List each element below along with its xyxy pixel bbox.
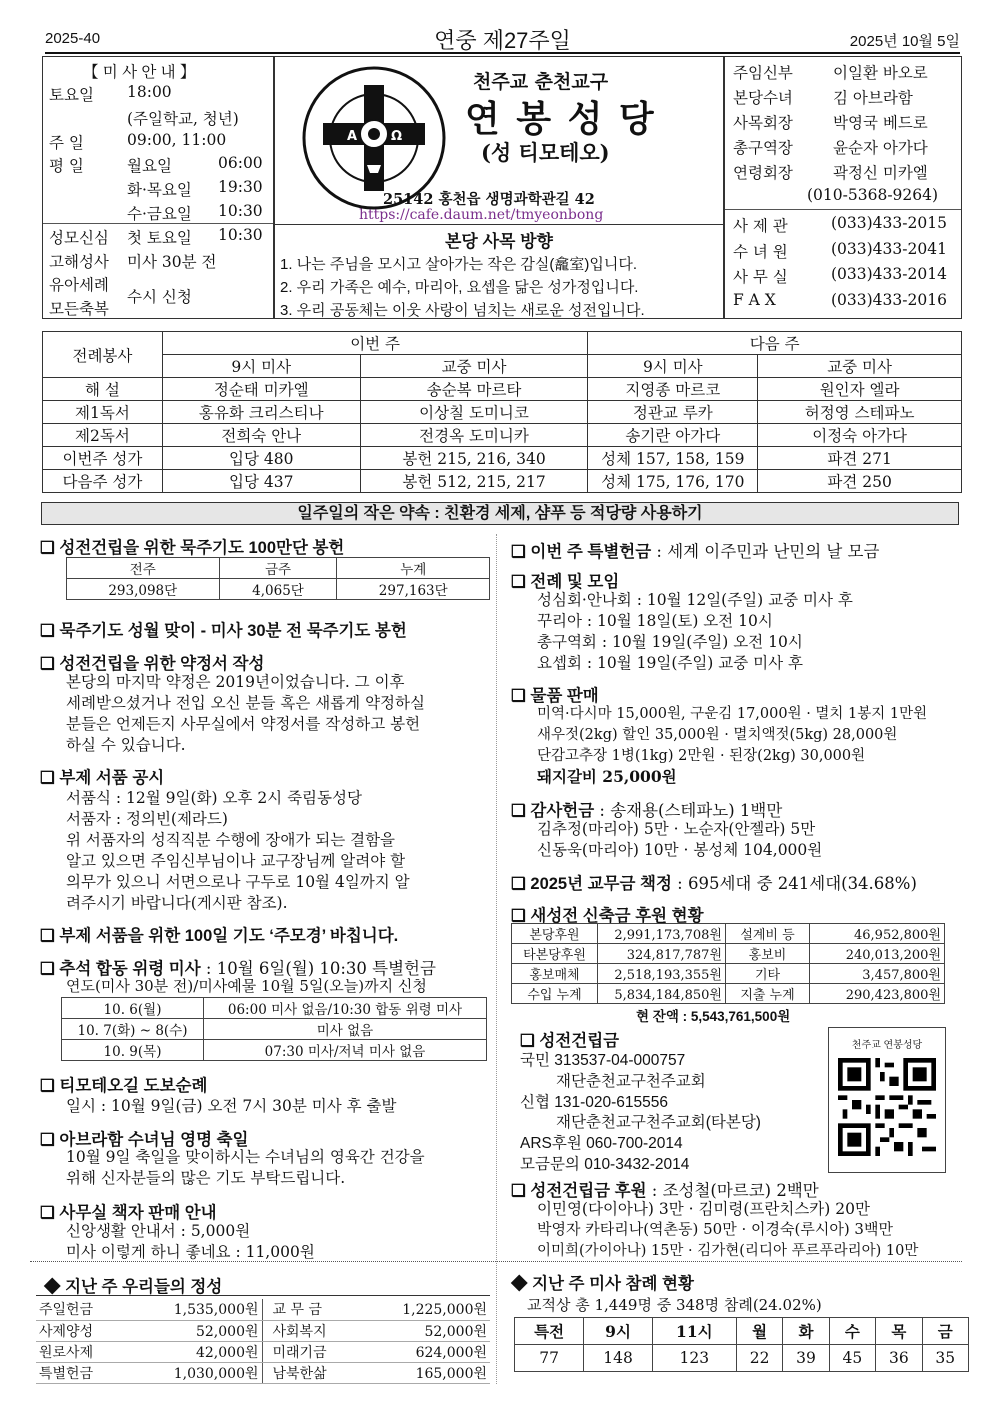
- mass-time: 06:00: [218, 154, 263, 172]
- mass-label: 고해성사: [49, 253, 109, 271]
- section-title: ❑ 묵주기도 성월 맞이 - 미사 30분 전 묵주기도 봉헌: [40, 622, 407, 640]
- contact-phone: (033)433-2014: [831, 265, 947, 283]
- contact-role: 수 녀 원: [733, 243, 788, 261]
- section-title: ❑ 성전건립을 위한 묵주기도 100만단 봉헌: [40, 539, 345, 557]
- chuseok-table: [61, 997, 487, 1061]
- col-header: 9시 미사: [162, 355, 360, 378]
- cell: 4,065단: [219, 579, 337, 600]
- body-line: 요셉회 : 10월 19일(주일) 교중 미사 후: [537, 654, 804, 672]
- mass-time: 19:30: [218, 178, 263, 196]
- section-title: ◆ 지난 주 미사 참례 현황: [511, 1275, 694, 1293]
- cell: 22: [736, 1345, 782, 1372]
- direction-item: 1. 나는 주님을 모시고 살아가는 작은 감실(龕室)입니다.: [280, 256, 637, 273]
- cell: 293,098단: [67, 579, 220, 600]
- checkbox-icon: ❑: [511, 802, 531, 820]
- body-line: 의무가 있으니 서면으로나 구두로 10월 4일까지 알: [66, 873, 410, 891]
- diamond-icon: ◆: [44, 1278, 66, 1296]
- body-line: 단감고추장 1병(1kg) 2만원 · 된장(2kg) 30,000원: [537, 748, 866, 764]
- cell: 123: [652, 1345, 736, 1372]
- cell: 45: [829, 1345, 875, 1372]
- top-bar: [45, 24, 960, 54]
- checkbox-icon: ❑: [40, 622, 60, 640]
- table-row: 타본당후원 324,817,787원 홍보비 240,013,200원: [512, 944, 945, 964]
- section-title: ❑ 부제 서품 공시: [40, 769, 165, 787]
- cell: 입당 437: [162, 470, 360, 493]
- body-line: 위해 신자분들의 많은 기도 부탁드립니다.: [66, 1169, 346, 1187]
- body-line: 알고 있으면 주임신부님이나 교구장님께 알려야 할: [66, 852, 406, 870]
- mass-note: (주일학교, 청년): [127, 110, 239, 128]
- col-header: 교중 미사: [360, 355, 588, 378]
- checkbox-icon: ❑: [511, 875, 531, 893]
- cell: 홍유화 크리스티나: [162, 401, 360, 424]
- body-line: 서품자 : 정의빈(제라드): [66, 810, 228, 828]
- contact-name: 곽정신 미카엘: [833, 164, 928, 182]
- section-title: ❑ 사무실 책자 판매 안내: [40, 1204, 217, 1222]
- checkbox-icon: ❑: [40, 655, 60, 673]
- account-line: 재단춘천교구천주교회: [556, 1073, 706, 1090]
- body-line: 돼지갈비 25,000원: [537, 767, 677, 786]
- body-line: 세례받으셨거나 전입 오신 분들 혹은 새롭게 약정하실: [66, 694, 425, 712]
- mass-label: 성모신심: [49, 229, 109, 247]
- section-title: ❑ 추석 합동 위령 미사 : 10월 6일(월) 10:30 특별헌금: [40, 959, 436, 978]
- section-title: ❑ 성전건립을 위한 약정서 작성: [40, 655, 265, 673]
- section-title: ❑ 티모테오길 도보순례: [40, 1077, 208, 1095]
- contact-role: 사 제 관: [733, 217, 788, 235]
- body-line: 일시 : 10월 9일(금) 오전 7시 30분 미사 후 출발: [66, 1097, 397, 1115]
- body-line: 서품식 : 12월 9일(화) 오후 2시 죽림동성당: [66, 789, 362, 807]
- body-line: 미사 이렇게 하니 좋네요 : 11,000원: [66, 1243, 315, 1261]
- col-header: 특전: [515, 1318, 584, 1345]
- next-week-header: 다음 주: [588, 332, 962, 355]
- checkbox-icon: ❑: [40, 769, 60, 787]
- cell: 파견 271: [758, 447, 962, 470]
- body-line: 김추정(마리아) 5만 · 노순자(안젤라) 5만: [537, 820, 816, 838]
- diamond-icon: ◆: [511, 1275, 533, 1293]
- account-line: 신협 131-020-615556: [520, 1094, 669, 1111]
- section-title: ◆ 지난 주 우리들의 정성: [44, 1278, 223, 1296]
- qr-code-box: [828, 1027, 946, 1173]
- cell: 정관교 루카: [588, 401, 758, 424]
- church-address: 25142 홍천읍 생명과학관길 42: [383, 191, 595, 208]
- contact-role: 사 무 실: [733, 268, 788, 286]
- table-row: 특별헌금 1,030,000원 남북한삶 165,000원: [36, 1362, 490, 1383]
- cell: 미사 없음: [204, 1019, 487, 1040]
- direction-item: 2. 우리 가족은 예수, 마리아, 요셉을 닮은 성가정입니다.: [280, 279, 639, 296]
- issue-number: 2025-40: [45, 30, 101, 47]
- row-label: 제1독서: [43, 401, 163, 424]
- body-line: 이민영(다이아나) 3만 · 김미령(프란치스카) 20만: [537, 1200, 870, 1218]
- mass-schedule: [42, 56, 274, 319]
- table-row: [43, 424, 962, 447]
- section-title: ❑ 아브라함 수녀님 영명 축일: [40, 1131, 249, 1149]
- section-title: ❑ 전례 및 모임: [511, 573, 620, 591]
- col-header: 누계: [337, 558, 490, 579]
- church-name: 연 봉 성 당: [465, 98, 656, 140]
- checkbox-icon: ❑: [40, 960, 60, 978]
- contact-role: 연령회장: [733, 164, 793, 182]
- cell: 10. 7(화) ~ 8(수): [62, 1019, 204, 1040]
- cell: 297,163단: [337, 579, 490, 600]
- checkbox-icon: ❑: [40, 927, 60, 945]
- mass-label: 유아세례: [49, 276, 109, 294]
- mass-day: 첫 토요일: [127, 229, 192, 247]
- mass-label: 주 일: [49, 134, 84, 152]
- col-header: 9시 미사: [588, 355, 758, 378]
- cell: 성체 157, 158, 159: [588, 447, 758, 470]
- checkbox-icon: ❑: [511, 543, 531, 561]
- row-label: 다음주 성가: [43, 470, 163, 493]
- mass-day: 월요일: [127, 157, 172, 175]
- cell: 정순태 미카엘: [162, 378, 360, 401]
- table-row: 사제양성 52,000원 사회복지 52,000원: [36, 1320, 490, 1341]
- mass-day: 화·목요일: [127, 181, 192, 199]
- body-line: 성심회·안나회 : 10월 12일(주일) 교중 미사 후: [537, 591, 853, 609]
- mass-label: 모든축복: [49, 300, 109, 318]
- direction-title: 본당 사목 방향: [445, 232, 553, 251]
- table-row: [43, 401, 962, 424]
- table-row: [43, 378, 962, 401]
- body-line: 이미희(가이아나) 15만 · 김가현(리디아 푸르푸라리아) 10만: [537, 1243, 919, 1259]
- checkbox-icon: ❑: [520, 1032, 540, 1050]
- col-header: 목: [876, 1318, 922, 1345]
- mass-time: 10:30: [218, 202, 263, 220]
- row-label: 해 설: [43, 378, 163, 401]
- section-title: ❑ 성전건립금: [520, 1032, 620, 1050]
- cell: 원인자 엘라: [758, 378, 962, 401]
- mass-time: 10:30: [218, 226, 263, 244]
- cell: 허정영 스테파노: [758, 401, 962, 424]
- body-line: 려주시기 바랍니다(게시판 참조).: [66, 894, 288, 912]
- cell: 06:00 미사 없음/10:30 합동 위령 미사: [204, 998, 487, 1019]
- weekly-promise: 일주일의 작은 약속 : 친환경 세제, 샴푸 등 적당량 사용하기: [41, 502, 959, 525]
- cell: 이정숙 아가다: [758, 424, 962, 447]
- contact-phone: (010-5368-9264): [807, 186, 939, 204]
- body-line: 신동욱(마리아) 10만 · 봉성체 104,000원: [537, 841, 823, 859]
- checkbox-icon: ❑: [511, 907, 531, 925]
- contact-role: 주임신부: [733, 64, 793, 82]
- contact-name: 박영국 베드로: [833, 114, 928, 132]
- cell: 35: [922, 1345, 968, 1372]
- col-header: 전주: [67, 558, 220, 579]
- mass-time: 미사 30분 전: [127, 253, 217, 271]
- cell: 입당 480: [162, 447, 360, 470]
- account-line: 재단춘천교구천주교회(타본당): [556, 1114, 761, 1131]
- issue-date: 2025년 10월 5일: [849, 33, 960, 50]
- body-line: 분들은 언제든지 사무실에서 약정서를 작성하고 봉헌: [66, 715, 421, 733]
- cell: 봉헌 512, 215, 217: [360, 470, 588, 493]
- mass-time: 09:00, 11:00: [127, 131, 227, 149]
- col-header: 9시: [584, 1318, 653, 1345]
- cell: 07:30 미사/저녁 미사 없음: [204, 1040, 487, 1061]
- section-title: ❑ 성전건립금 후원 : 조성철(마르코) 2백만: [511, 1181, 819, 1200]
- section-title: ❑ 부제 서품을 위한 100일 기도 ‘주모경’ 바칩니다.: [40, 927, 399, 945]
- rosary-table: [66, 557, 490, 600]
- account-line: 모금문의 010-3432-2014: [520, 1156, 690, 1173]
- cell: 전희숙 안나: [162, 424, 360, 447]
- cell: 지영종 마르코: [588, 378, 758, 401]
- body-line: 본당의 마지막 약정은 2019년이었습니다. 그 이후: [66, 673, 405, 691]
- this-week-header: 이번 주: [162, 332, 588, 355]
- contact-name: 이일환 바오로: [833, 64, 928, 82]
- section-title: ❑ 이번 주 특별헌금 : 세계 이주민과 난민의 날 모금: [511, 542, 880, 561]
- section-title: ❑ 물품 판매: [511, 687, 599, 705]
- account-line: 국민 313537-04-000757: [520, 1052, 686, 1069]
- cell: 36: [876, 1345, 922, 1372]
- contact-name: 윤순자 아가다: [833, 139, 928, 157]
- checkbox-icon: ❑: [40, 1131, 60, 1149]
- mass-label: 토요일: [49, 86, 94, 104]
- body-line: 꾸리아 : 10월 18일(토) 오전 10시: [537, 612, 773, 630]
- contact-phone: (033)433-2041: [831, 240, 947, 258]
- diocese-name: 천주교 춘천교구: [473, 71, 609, 93]
- contact-name: 김 아브라함: [833, 89, 913, 107]
- attendance-summary: 교적상 총 1,449명 중 348명 참례(24.02%): [527, 1296, 822, 1314]
- account-line: ARS후원 060-700-2014: [520, 1135, 683, 1152]
- body-line: 위 서품자의 성직직분 수행에 장애가 되는 결함을: [66, 831, 396, 849]
- church-header: [274, 56, 724, 319]
- body-line: 새우젓(2kg) 할인 35,000원 · 멸치액젓(5kg) 28,000원: [537, 727, 898, 743]
- table-row: [43, 470, 962, 493]
- qr-code-icon[interactable]: [838, 1058, 936, 1156]
- contact-role: 총구역장: [733, 139, 793, 157]
- body-line: 하실 수 있습니다.: [66, 736, 186, 754]
- row-label: 이번주 성가: [43, 447, 163, 470]
- cell: 39: [783, 1345, 829, 1372]
- svg-text:A: A: [347, 129, 358, 144]
- cell: 10. 9(목): [62, 1040, 204, 1061]
- offering-table: [36, 1299, 490, 1384]
- cell: 10. 6(월): [62, 998, 204, 1019]
- table-row: [43, 447, 962, 470]
- cell: 이상칠 도미니코: [360, 401, 588, 424]
- mass-day: 수·금요일: [127, 205, 192, 223]
- checkbox-icon: ❑: [40, 539, 60, 557]
- cell: 송순복 마르타: [360, 378, 588, 401]
- col-header: 화: [783, 1318, 829, 1345]
- church-url[interactable]: https://cafe.daum.net/tmyeonbong: [359, 207, 604, 223]
- table-row: 본당후원 2,991,173,708원 설계비 등 46,952,800원: [512, 924, 945, 944]
- body-line: 미역·다시마 15,000원, 구운김 17,000원 · 멸치 1봉지 1만원: [537, 706, 928, 722]
- checkbox-icon: ❑: [511, 687, 531, 705]
- contact-role: 사목회장: [733, 114, 793, 132]
- column-divider: [496, 534, 497, 1384]
- contact-role: 본당수녀: [733, 89, 793, 107]
- page-title: 연중 제27주일: [434, 28, 571, 53]
- cell: 파견 250: [758, 470, 962, 493]
- liturgy-label: 전례봉사: [43, 332, 163, 378]
- mass-note: 수시 신청: [127, 288, 192, 306]
- row-label: 제2독서: [43, 424, 163, 447]
- section-title: ❑ 새성전 신축금 후원 현황: [511, 907, 704, 925]
- fund-balance: 현 잔액 : 5,543,761,500원: [636, 1009, 791, 1024]
- svg-text:Ω: Ω: [391, 129, 403, 144]
- table-row: 주일헌금 1,535,000원 교 무 금 1,225,000원: [36, 1299, 490, 1320]
- checkbox-icon: ❑: [511, 573, 531, 591]
- body-line: 박영자 카타리나(역촌동) 50만 · 이경숙(루시아) 3백만: [537, 1220, 893, 1238]
- contact-phone: (033)433-2015: [831, 214, 947, 232]
- mass-time: 18:00: [127, 83, 172, 101]
- col-header: 교중 미사: [758, 355, 962, 378]
- direction-item: 3. 우리 공동체는 이웃 사랑이 넘치는 새로운 성전입니다.: [280, 302, 645, 319]
- building-fund-table: [511, 923, 945, 1004]
- checkbox-icon: ❑: [40, 1204, 60, 1222]
- col-header: 금: [922, 1318, 968, 1345]
- body-line: 10월 9일 축일을 맞이하시는 수녀님의 영육간 건강을: [66, 1148, 425, 1166]
- col-header: 월: [736, 1318, 782, 1345]
- qr-label: 천주교 연봉성당: [851, 1040, 923, 1051]
- cell: 77: [515, 1345, 584, 1372]
- section-title: ❑ 2025년 교무금 책정 : 695세대 중 241세대(34.68%): [511, 874, 917, 893]
- col-header: 금주: [219, 558, 337, 579]
- cell: 전경옥 도미니카: [360, 424, 588, 447]
- cell: 봉헌 215, 216, 340: [360, 447, 588, 470]
- table-row: 홍보매체 2,518,193,355원 기타 3,457,800원: [512, 964, 945, 984]
- checkbox-icon: ❑: [511, 1182, 531, 1200]
- section-title: ❑ 감사헌금 : 송재용(스테파노) 1백만: [511, 801, 783, 820]
- mass-title: 【 미 사 안 내 】: [83, 64, 196, 81]
- body-line: 신앙생활 안내서 : 5,000원: [66, 1222, 251, 1240]
- contact-phone: (033)433-2016: [831, 291, 947, 309]
- table-row: 원로사제 42,000원 미래기금 624,000원: [36, 1341, 490, 1362]
- mass-label: 평 일: [49, 157, 84, 175]
- col-header: 수: [829, 1318, 875, 1345]
- body-line: 총구역회 : 10월 19일(주일) 오전 10시: [537, 633, 803, 651]
- body-line: 연도(미사 30분 전)/미사예물 10월 5일(오늘)까지 신청: [66, 977, 427, 995]
- cell: 성체 175, 176, 170: [588, 470, 758, 493]
- checkbox-icon: ❑: [40, 1077, 60, 1095]
- cell: 148: [584, 1345, 653, 1372]
- patron-name: (성 티모테오): [481, 140, 610, 165]
- attendance-table: [514, 1317, 969, 1372]
- liturgy-table: [42, 331, 962, 493]
- table-row: 수입 누계 5,834,184,850원 지출 누계 290,423,800원: [512, 984, 945, 1004]
- contact-role: F A X: [733, 291, 776, 309]
- contact-panel: [724, 56, 962, 319]
- cell: 송기란 아가다: [588, 424, 758, 447]
- col-header: 11시: [652, 1318, 736, 1345]
